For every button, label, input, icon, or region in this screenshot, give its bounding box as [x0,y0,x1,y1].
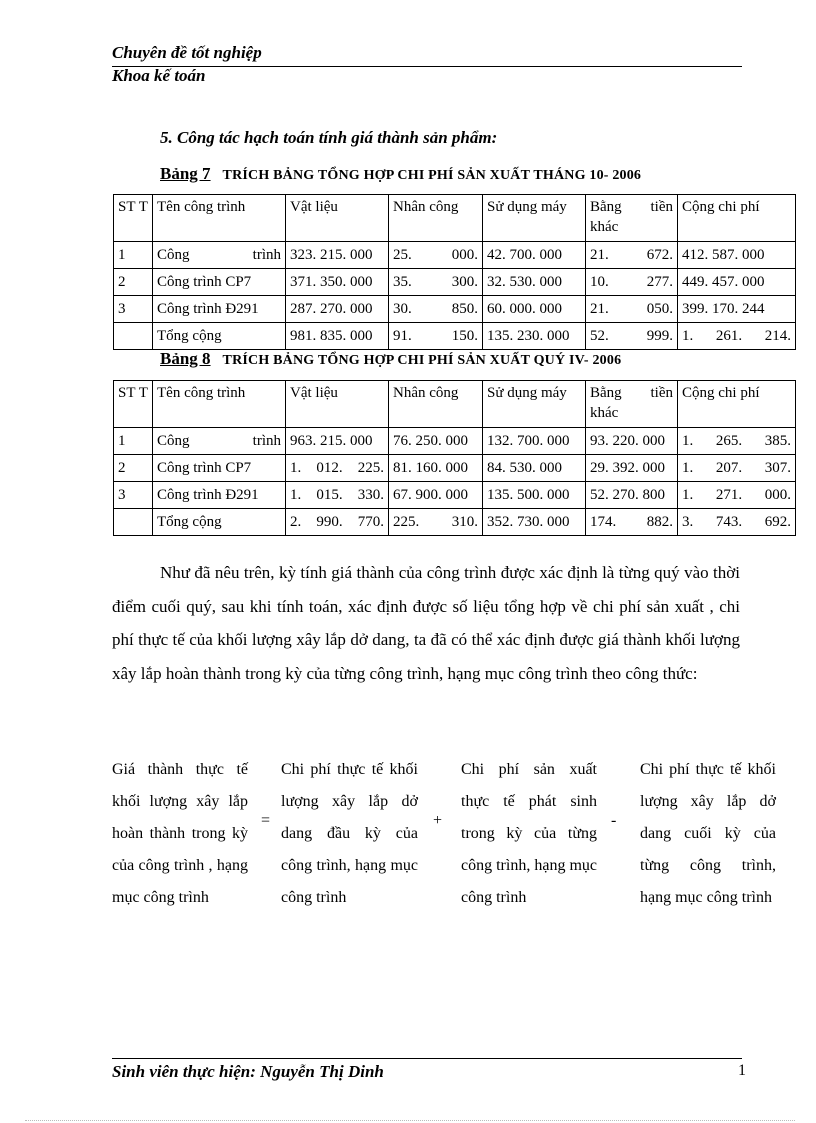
table8 [113,380,796,536]
table7-label: Bảng 7 [160,164,211,183]
table7-caption [160,164,641,184]
table-cell: 449. 457. 000 [678,269,796,296]
table-cell: 3 [114,482,153,509]
footer-rule [112,1058,742,1059]
body-paragraph [112,556,740,690]
table-row [114,509,796,536]
table-cell: Công trình [153,428,286,455]
formula-term-closing-wip: Chi phí thực tế khối lượng xây lắp dở dang cuối kỳ của từng công trình, hạng mục công trình [640,761,776,906]
table-cell: 135. 230. 000 [483,323,586,350]
table-cell: 52. 999. [586,323,678,350]
header-title: Chuyên đề tốt nghiệp [112,43,262,62]
table-cell: 32. 530. 000 [483,269,586,296]
table7-header-name: Tên công trình [153,195,286,242]
table-cell: 67. 900. 000 [389,482,483,509]
table8-caption [160,349,621,369]
table-cell: 1. 015. 330. [286,482,389,509]
table8-header-name: Tên công trình [153,381,286,428]
table-cell: 135. 500. 000 [483,482,586,509]
table-cell: 1. 207. 307. [678,455,796,482]
table7-title: TRÍCH BẢNG TỔNG HỢP CHI PHÍ SẢN XUẤT THÁNG 10- 2006 [222,168,642,183]
table8-header-total: Cộng chi phí [678,381,796,428]
table-cell: Công trình Đ291 [153,296,286,323]
table8-header-materials: Vật liệu [286,381,389,428]
table-cell: 2 [114,269,153,296]
table-cell: 3 [114,296,153,323]
table-cell [114,323,153,350]
table-row [114,482,796,509]
table-cell: 981. 835. 000 [286,323,389,350]
formula-term-product-cost: Giá thành thực tế khối lượng xây lắp hoàn thành trong kỳ của công trình , hạng mục công trình [112,761,248,906]
page-edge-dotted-line [25,1120,795,1121]
table-cell: 1. 265. 385. [678,428,796,455]
table8-label: Bảng 8 [160,349,211,368]
table8-header-row [114,381,796,428]
formula-term-opening-wip: Chi phí thực tế khối lượng xây lắp dở dang đầu kỳ của công trình, hạng mục công trình [281,761,418,906]
table7-header-row [114,195,796,242]
table-cell: 174. 882. [586,509,678,536]
table-cell: 81. 160. 000 [389,455,483,482]
table-cell: Công trình CP7 [153,455,286,482]
table8-title: TRÍCH BẢNG TỔNG HỢP CHI PHÍ SẢN XUẤT QUÝ IV- 2006 [222,353,622,368]
table-row [114,269,796,296]
table-cell: 52. 270. 800 [586,482,678,509]
table-row [114,455,796,482]
table-row [114,323,796,350]
formula-term-period-costs: Chi phí sản xuất thực tế phát sinh trong kỳ của từng công trình, hạng mục công trình [461,761,597,906]
table-cell: 352. 730. 000 [483,509,586,536]
table-cell: Tổng cộng [153,323,286,350]
table-row [114,296,796,323]
table-cell: 225. 310. [389,509,483,536]
table8-header-other: Bằng tiền khác [586,381,678,428]
table-cell: Công trình Đ291 [153,482,286,509]
table7 [113,194,796,350]
table7-header-other: Bằng tiền khác [586,195,678,242]
table7-header-labor: Nhân công [389,195,483,242]
table-cell: 25. 000. [389,242,483,269]
table-cell: 60. 000. 000 [483,296,586,323]
table-cell: 42. 700. 000 [483,242,586,269]
page-number: 1 [738,1062,746,1079]
table-cell: 91. 150. [389,323,483,350]
table7-header-machine: Sử dụng máy [483,195,586,242]
formula-equals-sign: = [261,812,271,829]
table-cell: Công trình [153,242,286,269]
table-cell: 287. 270. 000 [286,296,389,323]
table-cell: 21. 672. [586,242,678,269]
table-cell: 1. 012. 225. [286,455,389,482]
table-cell: 963. 215. 000 [286,428,389,455]
table-cell: 2. 990. 770. [286,509,389,536]
table7-header-total: Cộng chi phí [678,195,796,242]
table8-header-machine: Sử dụng máy [483,381,586,428]
table-row [114,428,796,455]
table-cell: 29. 392. 000 [586,455,678,482]
table-cell: 1. 271. 000. [678,482,796,509]
footer-student: Sinh viên thực hiện: Nguyễn Thị Dinh [112,1062,384,1081]
table-cell: Công trình CP7 [153,269,286,296]
table8-header-stt: ST T [114,381,153,428]
table-cell: 1. 261. 214. [678,323,796,350]
formula-plus-sign: + [433,812,443,829]
table-cell [114,509,153,536]
table-cell: 132. 700. 000 [483,428,586,455]
table-cell: Tổng cộng [153,509,286,536]
table8-header-labor: Nhân công [389,381,483,428]
table-cell: 323. 215. 000 [286,242,389,269]
header-department: Khoa kế toán [112,66,206,85]
table-cell: 3. 743. 692. [678,509,796,536]
table-cell: 35. 300. [389,269,483,296]
table-cell: 412. 587. 000 [678,242,796,269]
table-cell: 1 [114,428,153,455]
table-row [114,242,796,269]
table-cell: 21. 050. [586,296,678,323]
formula-minus-sign: - [611,812,617,829]
table-cell: 1 [114,242,153,269]
table-cell: 371. 350. 000 [286,269,389,296]
table-cell: 399. 170. 244 [678,296,796,323]
table-cell: 30. 850. [389,296,483,323]
table-cell: 84. 530. 000 [483,455,586,482]
table-cell: 10. 277. [586,269,678,296]
body-paragraph-text: Như đã nêu trên, kỳ tính giá thành của công trình được xác định là từng quý vào thời điểm cuối quý, sau khi tính toán, xác định được số liệu tổng hợp về chi phí sản xuất , chi phí thực tế của khối lượng xây lắp dở dang, ta đã có thể xác định được giá thành khối lượng xây lắp hoàn thành trong kỳ của từng công trình, hạng mục công trình theo công thức: [112,563,740,683]
table7-header-materials: Vật liệu [286,195,389,242]
table7-header-stt: ST T [114,195,153,242]
table-cell: 93. 220. 000 [586,428,678,455]
section-title: 5. Công tác hạch toán tính giá thành sản phẩm: [160,128,498,147]
table-cell: 2 [114,455,153,482]
table-cell: 76. 250. 000 [389,428,483,455]
header-rule [112,66,742,67]
